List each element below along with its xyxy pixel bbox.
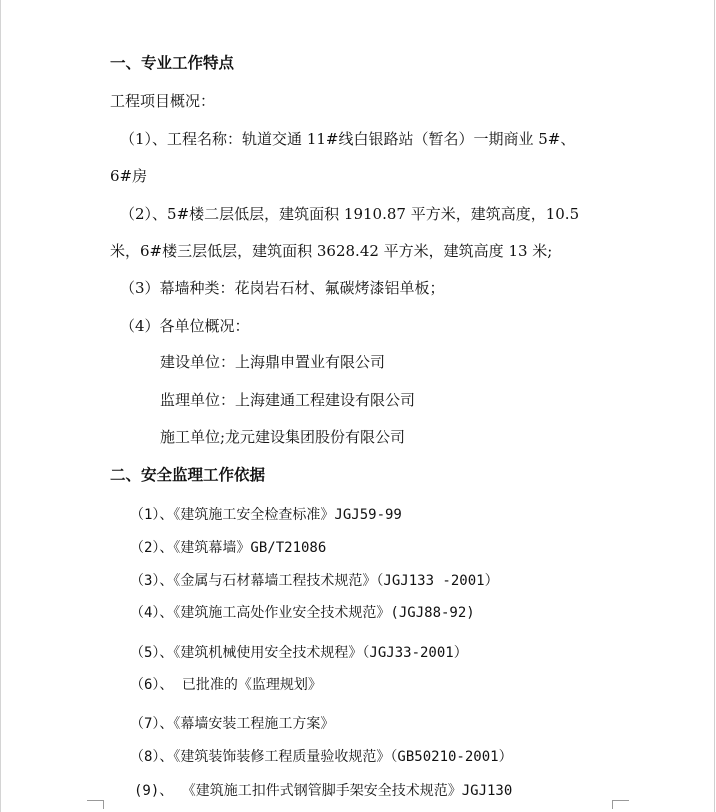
unit-contractor: 施工单位;龙元建设集团股份有限公司 — [160, 428, 406, 446]
section-heading-1: 一、专业工作特点 — [110, 53, 235, 72]
basis-item-9: (9)、 《建筑施工扣件式钢管脚手架安全技术规范》JGJ130 — [134, 783, 513, 799]
basis-item-7: （7）、《幕墙安装工程施工方案》 — [130, 716, 335, 732]
page-right-edge — [714, 0, 715, 812]
basis-item-5: （5）、《建筑机械使用安全技术规程》（JGJ33-2001） — [130, 645, 468, 661]
project-name-line2: 6#房 — [110, 167, 148, 185]
basis-item-8: （8）、《建筑装饰装修工程质量验收规范》（GB50210-2001） — [130, 749, 513, 765]
basis-item-2: （2）、《建筑幕墙》GB/T21086 — [130, 540, 327, 556]
overview-label: 工程项目概况： — [110, 92, 216, 110]
building-info-line2: 米，6#楼三层低层，建筑面积 3628.42 平方米，建筑高度 13 米; — [110, 242, 553, 260]
units-overview-label: （4）各单位概况： — [120, 317, 250, 335]
basis-item-3: （3）、《金属与石材幕墙工程技术规范》（JGJ133 -2001） — [130, 573, 499, 589]
basis-item-6: （6）、 已批准的《监理规划》 — [130, 677, 322, 693]
unit-builder: 建设单位：上海鼎申置业有限公司 — [160, 353, 386, 371]
section-heading-2: 二、安全监理工作依据 — [110, 465, 266, 484]
basis-item-1: （1）、《建筑施工安全检查标准》JGJ59-99 — [130, 507, 402, 523]
unit-supervisor: 监理单位：上海建通工程建设有限公司 — [160, 391, 416, 409]
page-corner-mark-right — [612, 800, 629, 809]
building-info-line1: （2）、5#楼二层低层，建筑面积 1910.87 平方米，建筑高度，10.5 — [120, 205, 580, 223]
basis-item-4: （4）、《建筑施工高处作业安全技术规范》(JGJ88-92) — [130, 605, 475, 621]
project-name-line1: （1）、工程名称：轨道交通 11#线白银路站（暂名）一期商业 5#、 — [120, 130, 576, 148]
page-corner-mark-left — [87, 800, 104, 809]
page-left-edge — [0, 0, 1, 812]
curtain-wall-type: （3）幕墙种类：花岗岩石材、氟碳烤漆铝单板； — [120, 279, 445, 297]
